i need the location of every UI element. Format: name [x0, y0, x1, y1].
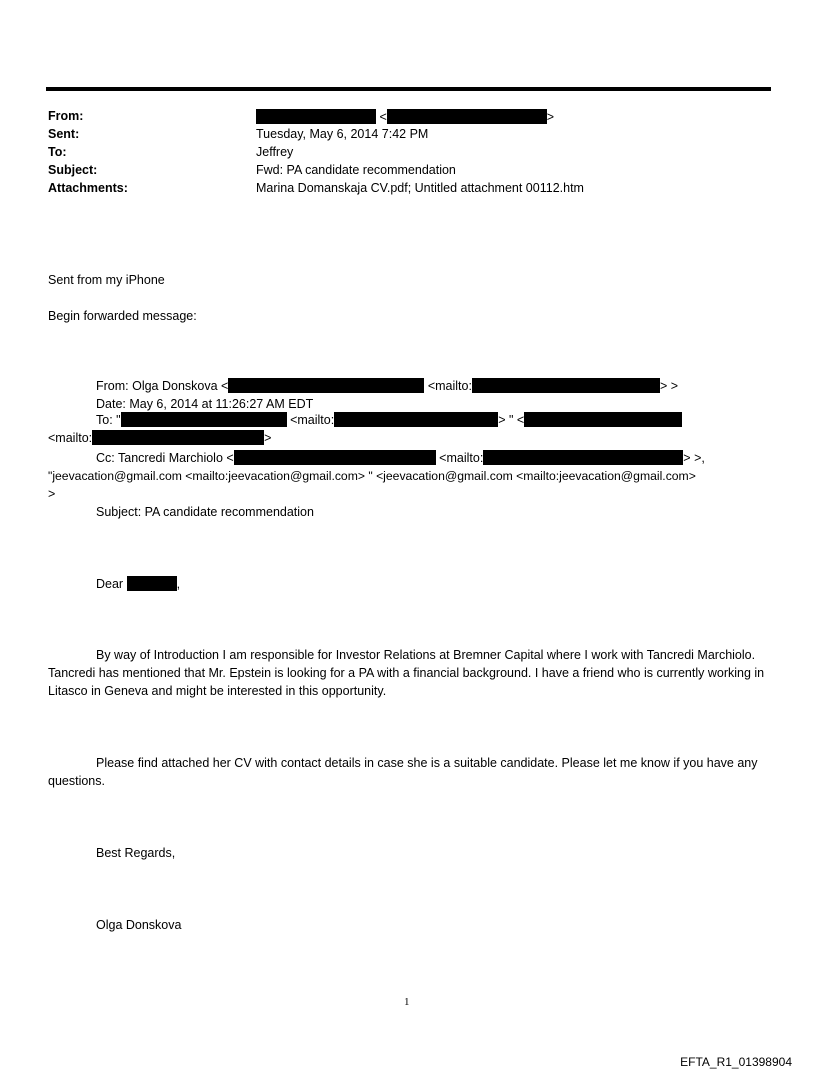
page-number: 1 [404, 996, 410, 1008]
redaction-box [228, 378, 424, 393]
fwd-cc-close: > >, [683, 451, 705, 465]
fwd-to-mailto: <mailto: [290, 413, 335, 427]
fwd-to-prefix: To: " [96, 413, 121, 427]
fwd-to-wrap-line [48, 429, 271, 447]
fwd-from-prefix: From: Olga Donskova < [96, 379, 229, 393]
from-value [256, 109, 554, 124]
fwd-wrap-mailto: <mailto: [48, 431, 93, 445]
fwd-subject-line: Subject: PA candidate recommendation [96, 505, 314, 519]
redaction-box [483, 450, 683, 465]
fwd-mailto: <mailto: [427, 379, 472, 393]
redaction-box [256, 109, 376, 124]
dear-comma: , [176, 577, 181, 591]
document-id: EFTA_R1_01398904 [680, 1055, 792, 1069]
header-rule [46, 87, 771, 91]
to-value: Jeffrey [256, 145, 294, 159]
paragraph-attachment [48, 754, 768, 790]
closing: Best Regards, [96, 846, 176, 860]
paragraph-introduction [48, 646, 768, 700]
fwd-to-mid: > " < [498, 413, 525, 427]
begin-forwarded: Begin forwarded message: [48, 309, 197, 323]
redaction-box [234, 450, 436, 465]
dear-word: Dear [96, 577, 124, 591]
redaction-box [472, 378, 660, 393]
redaction-box [387, 109, 547, 124]
redaction-box [92, 430, 264, 445]
from-gt: > [546, 110, 555, 124]
redaction-box [334, 412, 498, 427]
to-label: To: [48, 145, 67, 159]
fwd-wrap-gt: > [264, 431, 272, 445]
subject-label: Subject: [48, 163, 98, 177]
fwd-from-line [96, 377, 678, 395]
attachments-value: Marina Domanskaja CV.pdf; Untitled attachment 00112.htm [256, 181, 584, 195]
from-lt: < [379, 110, 387, 124]
para2-text: Please find attached her CV with contact details in case she is a suitable candidate. Please let me know if you have any questions. [48, 756, 758, 788]
subject-value: Fwd: PA candidate recommendation [256, 163, 456, 177]
redaction-box [524, 412, 682, 427]
sent-value: Tuesday, May 6, 2014 7:42 PM [256, 127, 429, 141]
attachments-label: Attachments: [48, 181, 128, 195]
para1-text: By way of Introduction I am responsible for Investor Relations at Bremner Capital where I work with Tancredi Marchiolo. Tancredi has mentioned that Mr. Epstein is looking for a PA with a financial background. I have a friend who is currently working in Litasco in Geneva and might be interested in this opportunity. [48, 648, 765, 698]
fwd-cc-line [96, 449, 705, 467]
sent-from-iphone: Sent from my iPhone [48, 273, 165, 287]
fwd-to-line [96, 411, 682, 429]
fwd-date-line: Date: May 6, 2014 at 11:26:27 AM EDT [96, 397, 314, 411]
fwd-cc-mailto: <mailto: [439, 451, 484, 465]
signature: Olga Donskova [96, 918, 182, 932]
fwd-cc-line-3: > [48, 487, 56, 501]
sent-label: Sent: [48, 127, 80, 141]
fwd-cc-line-2: "jeevacation@gmail.com <mailto:jeevacation@gmail.com> " <jeevacation@gmail.com <mailto:jeevacation@gmail.com> [48, 469, 696, 483]
fwd-close: > > [659, 379, 679, 393]
redaction-box [127, 576, 177, 591]
redaction-box [121, 412, 287, 427]
from-label: From: [48, 109, 84, 123]
fwd-cc-prefix: Cc: Tancredi Marchiolo < [96, 451, 234, 465]
salutation [96, 575, 180, 593]
